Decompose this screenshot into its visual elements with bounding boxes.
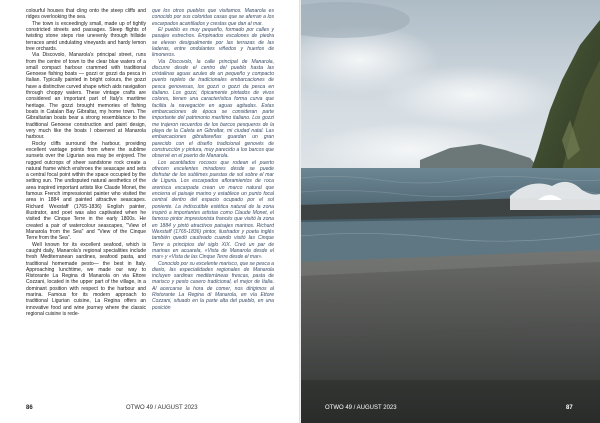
paragraph-es: El pueblo es muy pequeño, formado por calles y pasajes estrechos. Empinados escalones de piedra se elevan desigualmente por las terrazas de las laderas, entre ondulantes viñedos y huertos de limoneros.: [152, 26, 274, 59]
paragraph-es: Los acantilados rocosos que rodean el puerto ofrecen excelentes miradores desde se puede disfrutar de los sublimes puestas de sol sobre el mar de Liguria. Los escarpados afloramientos de roca arenisca escarpada crean un marco natural que encierra el paisaje marino y establece un punto focal central dentro del espacio ocupado por el sol poniente. La indiscutible estética natural de la zona inspiró a importantes artistas como Claude Monet, el famoso pintor impresionista francés que visitó la zona en 1884 y pintó atractivos paisajes marinos. Richard Wexstaff (1765-1836) pintor, ilustrador y poeta inglés también quedó cautivado cuando visitó las Cinque Terre a principios del siglo XIX. Creó un par de marinas en acuarela, «Vista de Manarola desde el mar» y «Vista de las Cinque Terre desde el mar».: [152, 159, 274, 261]
paragraph-es: Conocido por su excelente marisco, que se pesca a diario, las especialidades regionales de Manarola incluyen sardinas mediterráneas frescas, pasta de marisco y pesto casero tradicional, el mejor de Italia. Al acercarse la hora de comer, nos dirigimos al Ristorante La Regina di Manarola, en vía Ettore Cozzani, situado en la parte alta del pueblo, en una posición: [152, 260, 274, 311]
paragraph-en: Rocky cliffs surround the harbour, providing excellent vantage points from where the sublime sunsets over the Ligurian sea may be enjoyed. The rugged outcrops of sheer sandstone rock create a natural frame which enshroes the seascape and sets a central focal point within the space occupied by the setting sun. The undisputed natural aesthetics of the area inspired important artists like Claude Monet, the famous French impressionist painter who visited the area in 1884 and painted attractive seascapes. Richard Wexstaff (1765-1836) English painter, illustrator, and poet was also captivated when he visited the Cinque Terre in the early 1800s. He created a pair of watercolour seascapes, "View of Manarola from the Sea" and "View of the Cinque Terre from the Sea".: [26, 140, 146, 242]
paragraph-en: colourful houses that cling onto the steep cliffs and ridges overlooking the sea.: [26, 8, 146, 21]
paragraph-es: que los otros pueblos que visitamos. Manarola es conocido por sus coloridas casas que se aferran a los escarpados acantilados y crestas que dan al mar.: [152, 8, 274, 27]
page-number-right: 87: [566, 405, 573, 411]
magazine-issue-right: OTWO 49 / AUGUST 2023: [325, 405, 397, 411]
paragraph-es: Via Discovolo, la calle principal de Manarola, discurre desde el centro del pueblo hasta las cristalinas aguas azules de un pequeño y compacto puerto repleto de tradicionales embarcaciones de pesca genovesas, los gozzi o gozzi da pesca en italiano. Los gozzi, típicamente pintados de vivos colores, tienen una característica forma curva que facilita la navegación en aguas agitadas. Estas embarcaciones de época se consideran parte importante del patrimonio marítimo italiano. Los gozzi me trajeron recuerdos de los barcos pesqueros de la playa de la Caleta en Gibraltar, mi ciudad natal. Las embarcaciones gibraltareñas guardan un gran parecido con el diseño tradicional genovés de construcción y pintura, muy parecido a los barcos que observé en el puerto de Manarola.: [152, 58, 274, 160]
page-number-left: 86: [26, 405, 33, 411]
paragraph-en: Well known for its excellent seafood, which is caught daily, Manarola's regional specialities include fresh Mediterranean sardines, seafood pasta, and traditional homemade pesto— the best in Italy. Approaching lunchtime, we made our way to Ristorante La Regina di Manarola on via Ettore Cozzani, located in the upper part of the village, in a dominant position with respect to the harbour and marina. Famous for its modern approach to traditional Ligurian cuisine, La Regina offers an innovative food and wine journey where the classic regional cuisine is rede-: [26, 241, 146, 317]
magazine-issue-left: OTWO 49 / AUGUST 2023: [126, 405, 198, 411]
paragraph-en: The town is exceedingly small, made up of tightly constricted streets and passages. Steep flights of twisting stone steps rise unevenly through hillside terraces amid undulating vineyards and hardy lemon tree orchards.: [26, 20, 146, 52]
english-column: [26, 8, 146, 393]
harbour-photo: [300, 0, 600, 423]
spanish-column: [152, 8, 274, 393]
gutter-shadow: [299, 0, 301, 423]
paragraph-en: Via Discovolo, Manarola's principal street, runs from the centre of town to the clear blue waters of a small compact harbour crammed with traditional Genoese fishing boats — gozzi or gozzi da pesca in Italian. Typically painted in bright colours, the gozzi have a distinctive curved shape which aids navigation through choppy waters. These vintage crafts are considered an important part of Italy's maritime heritage. The gozzi brought memories of fishing boats in Catalan Bay Gibraltar, my home town. The Gibraltarian boats bear a strong resemblance to the traditional Genoese construction and paint design, very much like the boats I observed at Manarola harbour.: [26, 52, 146, 141]
right-page: [300, 0, 600, 423]
